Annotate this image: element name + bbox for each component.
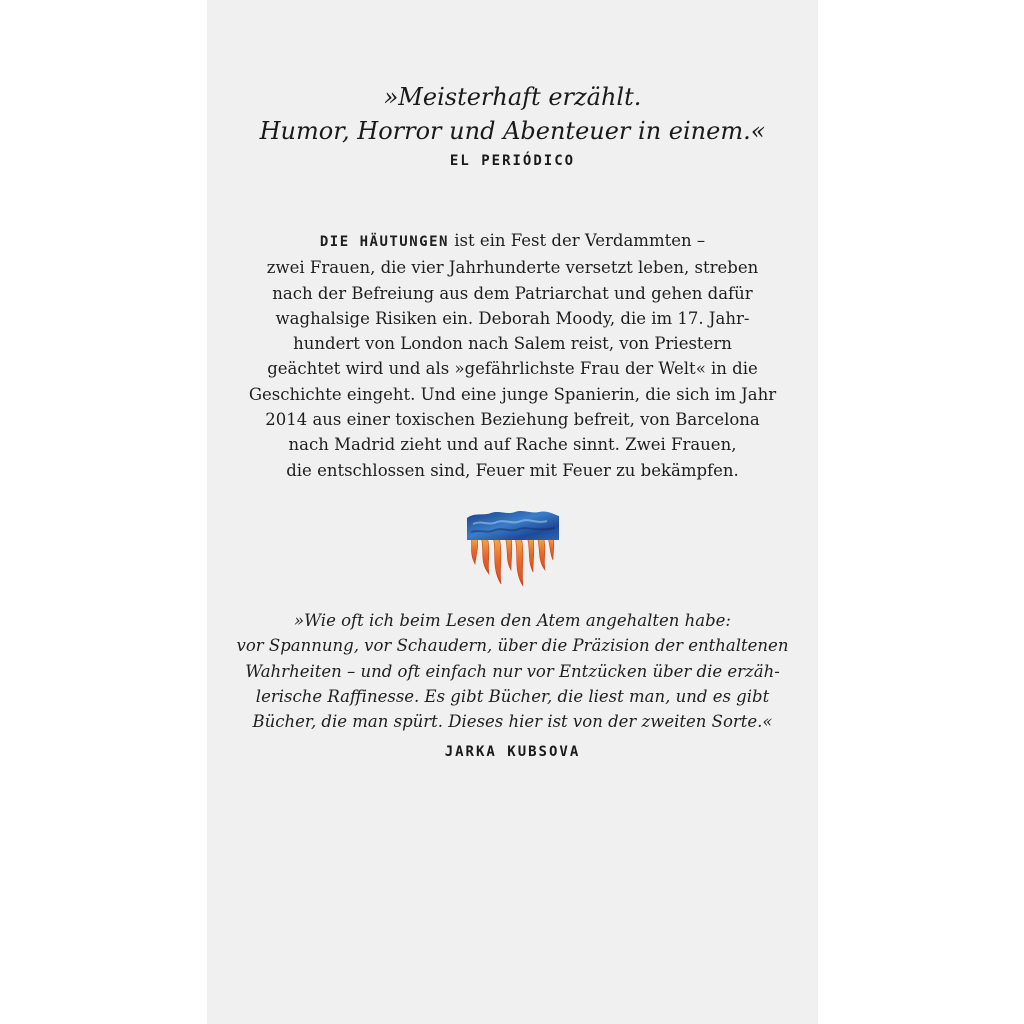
blurb-line: 2014 aus einer toxischen Beziehung befreit, von Barcelona <box>265 410 760 430</box>
blurb-line: Geschichte eingeht. Und eine junge Spanierin, die sich im Jahr <box>248 384 777 404</box>
quote-line: Wahrheiten – und oft einfach nur vor Entzücken über die erzäh- <box>245 661 780 681</box>
quote-line: Humor, Horror und Abenteuer in einem.« <box>259 117 766 145</box>
blurb-line: waghalsige Risiken ein. Deborah Moody, die im 17. Jahr- <box>275 308 750 328</box>
book-title: DIE HÄUTUNGEN <box>319 234 449 250</box>
book-back-cover <box>207 0 818 1024</box>
blurb-line: geächtet wird und als »gefährlichste Frau der Welt« in die <box>267 359 758 379</box>
quote-line: »Wie oft ich beim Lesen den Atem angehalten habe: <box>294 611 731 630</box>
blurb-line: zwei Frauen, die vier Jahrhunderte versetzt leben, streben <box>266 258 759 278</box>
water-over-flames-icon <box>467 508 559 590</box>
blurb-line: nach der Befreiung aus dem Patriarchat und gehen dafür <box>272 283 753 303</box>
quote-line: vor Spannung, vor Schaudern, über die Präzision der enthaltenen <box>236 636 789 656</box>
quote-source: JARKA KUBSOVA <box>444 744 581 760</box>
blurb-line: nach Madrid zieht und auf Rache sinnt. Zwei Frauen, <box>288 435 737 455</box>
quote-line: Bücher, die man spürt. Dieses hier ist von der zweiten Sorte.« <box>252 712 773 732</box>
press-quote-el-periodico <box>207 80 818 148</box>
quote-line: lerische Raffinesse. Es gibt Bücher, die liest man, und es gibt <box>255 686 770 706</box>
blurb-text: ist ein Fest der Verdammten – <box>448 231 706 250</box>
quote-line: »Meisterhaft erzählt. <box>383 83 642 111</box>
blurb-line: die entschlossen sind, Feuer mit Feuer zu bekämpfen. <box>286 460 739 480</box>
book-blurb <box>237 228 788 483</box>
flames <box>471 536 554 586</box>
water-band <box>467 511 559 540</box>
press-quote-jarka-kubsova <box>227 608 798 734</box>
blurb-line <box>237 228 788 255</box>
blurb-line: hundert von London nach Salem reist, von Priestern <box>293 334 732 354</box>
quote-source: EL PERIÓDICO <box>449 153 576 169</box>
